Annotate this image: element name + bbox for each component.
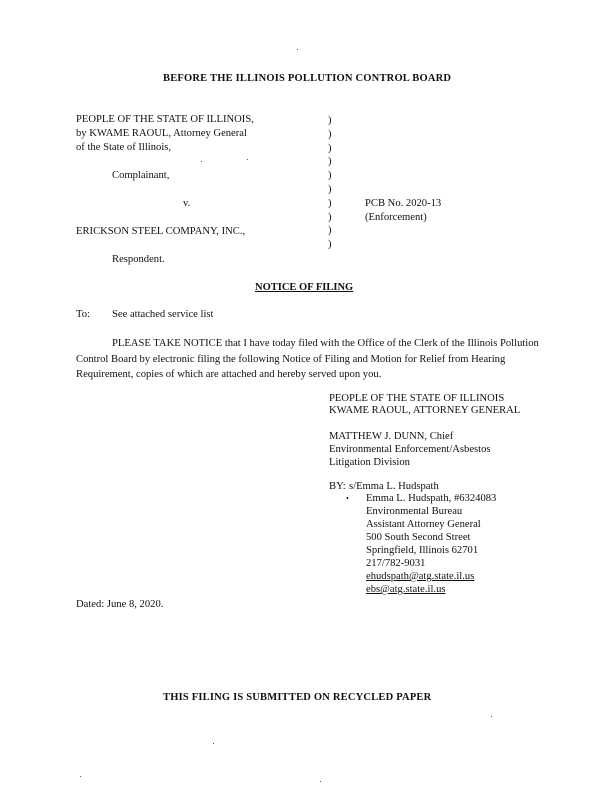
caption-paren: )	[328, 170, 332, 182]
signature-people-line-1: PEOPLE OF THE STATE OF ILLINOIS	[329, 393, 505, 404]
scan-speck	[297, 49, 298, 50]
notice-title: NOTICE OF FILING	[255, 282, 354, 293]
scan-speck	[320, 781, 321, 782]
respondent-name: ERICKSON STEEL COMPANY, INC.,	[76, 226, 246, 237]
case-number: PCB No. 2020-13	[365, 198, 442, 209]
plaintiff-line-1: PEOPLE OF THE STATE OF ILLINOIS,	[76, 114, 254, 125]
plaintiff-line-2: by KWAME RAOUL, Attorney General	[76, 128, 247, 139]
attorney-title: Assistant Attorney General	[366, 519, 481, 530]
notice-body-paragraph: PLEASE TAKE NOTICE that I have today filed with the Office of the Clerk of the Illinois Pollution Control Board by electronic filing the following Notice of Filing and Motion for Relief from Hearing Requirement, copies of which are attached and hereby served upon you.	[76, 338, 539, 380]
by-label: BY:	[329, 481, 346, 492]
plaintiff-line-3: of the State of Illinois,	[76, 142, 172, 153]
respondent-label: Respondent.	[112, 254, 165, 265]
attorney-email-primary[interactable]: ehudspath@atg.state.il.us	[366, 571, 475, 582]
attorney-name: Emma L. Hudspath, #6324083	[366, 493, 497, 504]
caption-paren: )	[328, 239, 332, 251]
complainant-label: Complainant,	[112, 170, 170, 181]
scan-speck	[213, 743, 214, 744]
to-value: See attached service list	[112, 309, 214, 320]
to-label: To:	[76, 309, 90, 320]
caption-paren: )	[328, 197, 332, 209]
case-type: (Enforcement)	[365, 212, 427, 223]
caption-paren: )	[328, 115, 332, 126]
signature-people-line-2: KWAME RAOUL, ATTORNEY GENERAL	[329, 405, 521, 416]
caption-paren-column	[328, 114, 332, 252]
signature-chief-line-1: MATTHEW J. DUNN, Chief	[329, 431, 454, 442]
recycled-paper-footer: THIS FILING IS SUBMITTED ON RECYCLED PAPER	[163, 692, 432, 703]
scan-speck	[247, 159, 248, 160]
caption-paren: )	[328, 156, 332, 168]
attorney-street: 500 South Second Street	[366, 532, 471, 543]
scan-speck	[80, 776, 81, 777]
versus-label: v.	[183, 198, 191, 209]
caption-paren: )	[328, 142, 332, 154]
signature-chief-line-2: Environmental Enforcement/Asbestos	[329, 444, 491, 455]
board-heading: BEFORE THE ILLINOIS POLLUTION CONTROL BOARD	[163, 73, 452, 84]
scan-speck	[491, 716, 492, 717]
dated-line: Dated: June 8, 2020.	[76, 599, 164, 610]
caption-paren: )	[328, 211, 332, 223]
attorney-phone: 217/782-9031	[366, 558, 426, 569]
attorney-bureau: Environmental Bureau	[366, 506, 463, 517]
electronic-signature: s/Emma L. Hudspath	[349, 481, 439, 492]
signature-chief-line-3: Litigation Division	[329, 457, 410, 468]
attorney-city: Springfield, Illinois 62701	[366, 545, 479, 556]
caption-paren: )	[328, 183, 332, 195]
caption-paren: )	[328, 128, 332, 140]
scan-speck	[201, 161, 202, 162]
caption-paren: )	[328, 225, 332, 237]
attorney-email-secondary[interactable]: ebs@atg.state.il.us	[366, 584, 446, 595]
bullet-mark: •	[346, 494, 349, 503]
